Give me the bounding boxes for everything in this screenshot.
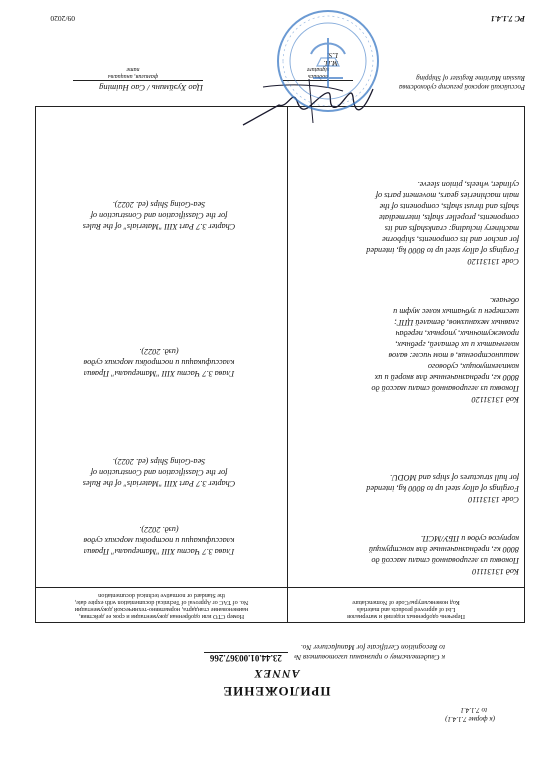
signatory-name: Цао Хуэйминь / Cao Huiming — [99, 83, 203, 93]
products-cell — [288, 107, 525, 588]
certificate-label-ru: к Свидетельству о признании изготовителя № — [293, 653, 445, 662]
approved-products-table — [35, 106, 525, 623]
annex-title-ru: ПРИЛОЖЕНИЕ — [222, 684, 331, 699]
form-date-code: 09/2020 — [50, 14, 75, 23]
product-item: Code 13131120 Forgings of alloy steel up to 8000 kg, intended for anchor and its components, shipborne machinery including: crankshafts and its components, propeller shafts, intermediate shafts and thrust shafts, components of the main machineries gears, movement parts of cylinder, wheels, pinion sleeve. — [366, 180, 519, 266]
doc-item: Глава 3.7 Части XIII "Материалы" Правил классификации и постройки морских судов (изд. 2022). — [83, 347, 235, 378]
product-item: Code 13131110 Forgings of alloy steel up to 8000 kg, intended for hull structures of ships and MODU. — [366, 473, 519, 504]
seal-label: М.П. L.S. — [323, 51, 338, 67]
documentation-cell — [36, 107, 288, 588]
doc-item: Chapter 3.7 Part XIII "Materials" of the Rules for the Classification and Construction of Sea-Going Ships (ed. 2022). — [82, 200, 236, 231]
annex-title-en: ANNEX — [253, 667, 300, 681]
doc-item: Chapter 3.7 Part XIII "Materials" of the Rules for the Classification and Construction of Sea-Going Ships (ed. 2022). — [82, 457, 236, 488]
header-documentation: Номер СТО или одобренная документация и срок ее действия, наименование стандарта, нормативно-технической документации No. of TAC or Approval of Technical documentation with expire date, the Standard or normative technical documentation — [36, 588, 288, 623]
signature-caption: подпись signature — [306, 66, 330, 79]
header-products: Перечень одобренных изделий и материалов List of approved products and materials Код номенклатуры/Code of Nomenclature — [288, 588, 525, 623]
doc-item: Глава 3.7 Части XIII "Материалы" Правил классификации и постройки морских судов (изд. 2022). — [83, 525, 235, 556]
product-item: Код 13131110 Поковки из легированной стали массой до 8000 кг, предназначенные для конструкций корпусов судов и ПБУ/МСП. — [368, 534, 519, 576]
certificate-reference — [204, 642, 445, 663]
form-reference: (к форме 7.1.4.1) to 7.1.4.1 — [445, 706, 495, 723]
certificate-label-en: to Recognition Certificate for Manufacturer No. — [300, 643, 445, 652]
certificate-number: 23.44.01.00367.266 — [204, 652, 288, 663]
register-seal-stamp — [273, 6, 383, 116]
form-code: РС 7.1.4.1 — [490, 14, 525, 23]
name-caption: фамилия, инициалы name — [107, 66, 159, 79]
product-item: Код 13131120 Поковки из легированной стали массой до 8000 кг, предназначенные для якорей и их комплектующих, судового машиностроения, в том числе: валов коленчатых и их деталей, гребных, промежуточных, упорных, передач главных механизмов, деталей ЦПГ; шестерен и зубчатых колес муфт и обечаек. — [371, 296, 519, 404]
name-line — [73, 80, 203, 81]
register-name: Российский морской регистр судоходства Russian Maritime Register of Shipping — [398, 74, 525, 91]
